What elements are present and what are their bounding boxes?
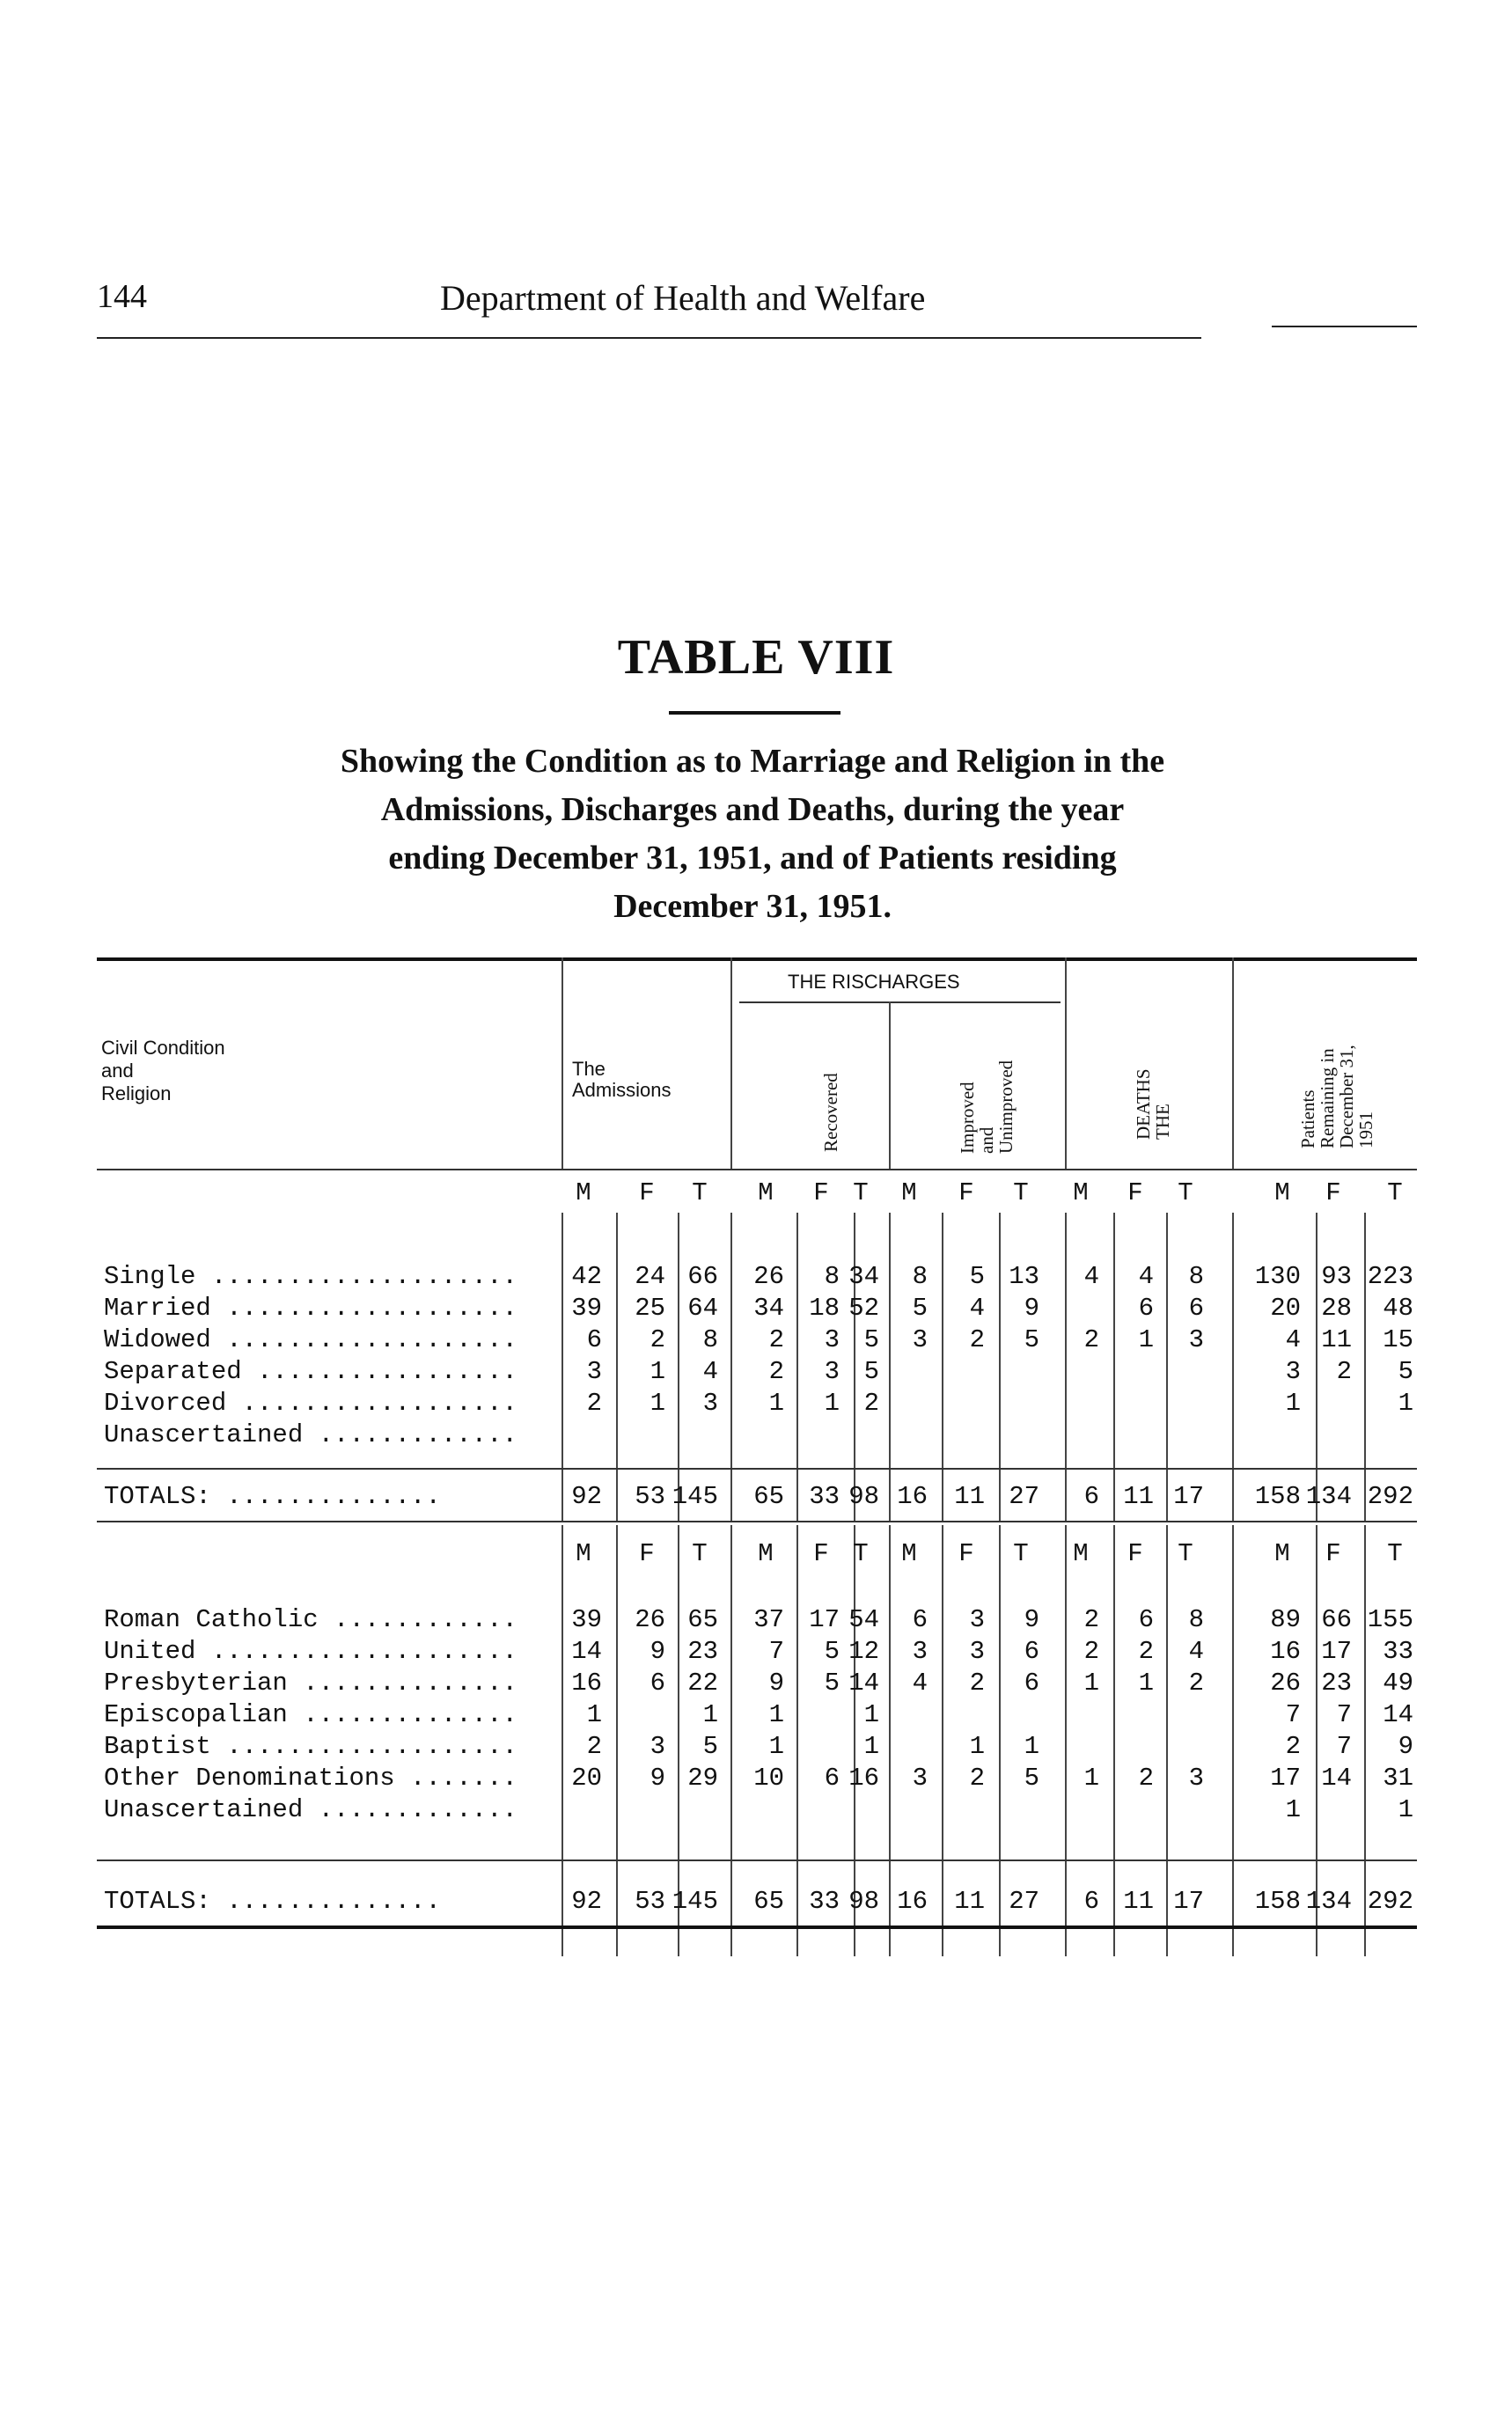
mft-label: M <box>576 1539 591 1568</box>
table-cell: 1 <box>1024 1732 1039 1761</box>
table-cell: 1 <box>586 1700 602 1729</box>
table-cell: 14 <box>1321 1764 1352 1793</box>
table-cell: 92 <box>571 1482 602 1511</box>
table-cell: 2 <box>969 1669 985 1698</box>
table-cell: 3 <box>824 1357 840 1386</box>
table-cell: 53 <box>635 1887 665 1916</box>
table-row <box>97 1668 1417 1699</box>
table-cell: 1 <box>1083 1669 1099 1698</box>
table-cell: 158 <box>1254 1482 1301 1511</box>
table-cell: 8 <box>1188 1605 1204 1634</box>
table-cell: 11 <box>1123 1887 1154 1916</box>
mft-label: T <box>1013 1178 1029 1207</box>
table-cell: 3 <box>586 1357 602 1386</box>
table-cell: 2 <box>969 1325 985 1354</box>
page-header <box>97 277 1417 330</box>
discharges-heading: THE RISCHARGES <box>788 971 960 993</box>
table-cell: 65 <box>753 1482 784 1511</box>
mft-label: F <box>958 1539 974 1568</box>
table-cell: 17 <box>809 1605 840 1634</box>
improved-heading: Improved and Unimproved <box>957 1060 1017 1154</box>
table-title: TABLE VIII <box>617 630 895 685</box>
mft-label: T <box>1013 1539 1029 1568</box>
table-cell: 24 <box>635 1262 665 1291</box>
row-label: Roman Catholic ............ <box>104 1605 517 1634</box>
mft-header-row <box>97 1538 1417 1570</box>
table-cell: 6 <box>650 1669 665 1698</box>
table-cell: 54 <box>848 1605 879 1634</box>
table-cell: 1 <box>1285 1795 1301 1824</box>
row-label: Married ................... <box>104 1294 517 1323</box>
table-row <box>97 1481 1417 1513</box>
table-cell: 15 <box>1383 1325 1413 1354</box>
table-row <box>97 1293 1417 1324</box>
mft-label: T <box>692 1539 708 1568</box>
mft-label: F <box>958 1178 974 1207</box>
totals-top-rule <box>97 1860 1417 1861</box>
table-cell: 10 <box>753 1764 784 1793</box>
table-cell: 52 <box>848 1294 879 1323</box>
table-cell: 53 <box>635 1482 665 1511</box>
table-cell: 1 <box>1398 1389 1413 1418</box>
mft-label: F <box>1127 1178 1143 1207</box>
table-cell: 7 <box>1336 1700 1352 1729</box>
row-label: Unascertained ............. <box>104 1420 517 1449</box>
table-cell: 17 <box>1173 1887 1204 1916</box>
header-rule-right <box>1272 326 1417 327</box>
table-cell: 2 <box>1138 1637 1154 1666</box>
table-cell: 3 <box>1188 1325 1204 1354</box>
table-cell: 11 <box>1123 1482 1154 1511</box>
page-number: 144 <box>97 278 147 315</box>
table-cell: 1 <box>1398 1795 1413 1824</box>
table-cell: 48 <box>1383 1294 1413 1323</box>
table-cell: 26 <box>753 1262 784 1291</box>
mft-label: F <box>1325 1539 1341 1568</box>
table-cell: 2 <box>863 1389 879 1418</box>
table-cell: 1 <box>768 1732 784 1761</box>
table-cell: 2 <box>1188 1669 1204 1698</box>
table-top-rule <box>97 957 1417 961</box>
table-cell: 8 <box>912 1262 928 1291</box>
table-cell: 66 <box>1321 1605 1352 1634</box>
table-cell: 3 <box>912 1637 928 1666</box>
table-cell: 2 <box>586 1389 602 1418</box>
table-cell: 5 <box>912 1294 928 1323</box>
table-cell: 26 <box>1270 1669 1301 1698</box>
deaths-heading: DEATHS THE <box>1133 1068 1173 1140</box>
table-cell: 1 <box>702 1700 718 1729</box>
table-cell: 1 <box>1285 1389 1301 1418</box>
row-label: Unascertained ............. <box>104 1795 517 1824</box>
table-cell: 3 <box>969 1605 985 1634</box>
table-row <box>97 1604 1417 1636</box>
table-cell: 98 <box>848 1887 879 1916</box>
table-row <box>97 1388 1417 1419</box>
table-cell: 2 <box>1285 1732 1301 1761</box>
row-label: Separated ................. <box>104 1357 517 1386</box>
row-label: Divorced .................. <box>104 1389 517 1418</box>
row-label: Episcopalian .............. <box>104 1700 517 1729</box>
table-cell: 6 <box>1024 1637 1039 1666</box>
table-cell: 1 <box>768 1389 784 1418</box>
table-cell: 39 <box>571 1294 602 1323</box>
table-cell: 3 <box>912 1325 928 1354</box>
mft-label: M <box>1073 1539 1089 1568</box>
row-label: TOTALS: .............. <box>104 1887 441 1916</box>
table-cell: 66 <box>687 1262 718 1291</box>
mft-label: T <box>853 1539 869 1568</box>
table-row <box>97 1794 1417 1826</box>
table-cell: 23 <box>687 1637 718 1666</box>
table-cell: 17 <box>1270 1764 1301 1793</box>
mft-label: M <box>758 1539 774 1568</box>
table-cell: 5 <box>824 1669 840 1698</box>
table-row <box>97 1699 1417 1731</box>
table-cell: 134 <box>1305 1887 1352 1916</box>
table-cell: 145 <box>672 1482 718 1511</box>
table-cell: 98 <box>848 1482 879 1511</box>
table-cell: 2 <box>1138 1764 1154 1793</box>
table-cell: 3 <box>1285 1357 1301 1386</box>
table-row <box>97 1324 1417 1356</box>
table-cell: 17 <box>1321 1637 1352 1666</box>
table-cell: 65 <box>687 1605 718 1634</box>
table-cell: 42 <box>571 1262 602 1291</box>
table-cell: 20 <box>1270 1294 1301 1323</box>
table-row <box>97 1261 1417 1293</box>
table-cell: 5 <box>1024 1325 1039 1354</box>
mft-label: F <box>1127 1539 1143 1568</box>
row-label: Other Denominations ....... <box>104 1764 517 1793</box>
mft-header-row <box>97 1177 1417 1209</box>
table-cell: 3 <box>650 1732 665 1761</box>
mft-label: M <box>1073 1178 1089 1207</box>
table-cell: 9 <box>768 1669 784 1698</box>
table-cell: 1 <box>1138 1669 1154 1698</box>
table-cell: 33 <box>809 1482 840 1511</box>
subtitle-line: Showing the Condition as to Marriage and Religion in the <box>340 743 1165 780</box>
table-cell: 11 <box>1321 1325 1352 1354</box>
table-cell: 11 <box>954 1482 985 1511</box>
table-cell: 4 <box>1138 1262 1154 1291</box>
mft-label: T <box>1387 1539 1403 1568</box>
table-row <box>97 1731 1417 1763</box>
table-cell: 14 <box>571 1637 602 1666</box>
table-cell: 11 <box>954 1887 985 1916</box>
header-rule <box>97 337 1201 339</box>
table-cell: 155 <box>1367 1605 1413 1634</box>
data-table <box>97 953 1417 1939</box>
table-cell: 3 <box>912 1764 928 1793</box>
totals-top-rule <box>97 1468 1417 1470</box>
table-cell: 31 <box>1383 1764 1413 1793</box>
table-cell: 1 <box>650 1357 665 1386</box>
table-cell: 6 <box>1138 1294 1154 1323</box>
table-cell: 8 <box>1188 1262 1204 1291</box>
table-cell: 4 <box>969 1294 985 1323</box>
table-cell: 1 <box>969 1732 985 1761</box>
table-cell: 23 <box>1321 1669 1352 1698</box>
table-cell: 65 <box>753 1887 784 1916</box>
table-cell: 6 <box>1083 1482 1099 1511</box>
table-cell: 6 <box>1024 1669 1039 1698</box>
table-cell: 292 <box>1367 1482 1413 1511</box>
table-cell: 5 <box>824 1637 840 1666</box>
table-cell: 6 <box>1138 1605 1154 1634</box>
mft-label: T <box>1178 1539 1193 1568</box>
table-cell: 12 <box>848 1637 879 1666</box>
table-row <box>97 1886 1417 1918</box>
table-cell: 22 <box>687 1669 718 1698</box>
table-cell: 28 <box>1321 1294 1352 1323</box>
table-cell: 158 <box>1254 1887 1301 1916</box>
remaining-heading: Patients Remaining in December 31, 1951 <box>1297 1045 1376 1148</box>
table-row <box>97 1763 1417 1794</box>
table-cell: 3 <box>824 1325 840 1354</box>
table-subtitle <box>194 737 1311 931</box>
table-cell: 14 <box>1383 1700 1413 1729</box>
table-cell: 14 <box>848 1669 879 1698</box>
table-cell: 4 <box>1188 1637 1204 1666</box>
mft-label: F <box>639 1539 655 1568</box>
table-cell: 1 <box>824 1389 840 1418</box>
table-cell: 33 <box>1383 1637 1413 1666</box>
mft-label: F <box>639 1178 655 1207</box>
table-cell: 7 <box>1336 1732 1352 1761</box>
table-cell: 1 <box>863 1732 879 1761</box>
running-head: Department of Health and Welfare <box>440 278 926 318</box>
table-cell: 2 <box>768 1357 784 1386</box>
table-cell: 4 <box>912 1669 928 1698</box>
table-cell: 1 <box>863 1700 879 1729</box>
row-label: Presbyterian .............. <box>104 1669 517 1698</box>
table-cell: 2 <box>969 1764 985 1793</box>
table-row <box>97 1636 1417 1668</box>
row-label: Widowed ................... <box>104 1325 517 1354</box>
recovered-heading: Recovered <box>820 1073 841 1152</box>
table-row <box>97 1356 1417 1388</box>
section-divider-rule <box>97 1521 1417 1522</box>
mft-label: M <box>1274 1539 1290 1568</box>
table-cell: 4 <box>1285 1325 1301 1354</box>
table-cell: 130 <box>1254 1262 1301 1291</box>
mft-label: T <box>853 1178 869 1207</box>
table-bottom-rule <box>97 1926 1417 1929</box>
title-rule <box>669 711 840 715</box>
table-row <box>97 1419 1417 1451</box>
table-cell: 89 <box>1270 1605 1301 1634</box>
table-cell: 6 <box>824 1764 840 1793</box>
row-label: Single .................... <box>104 1262 517 1291</box>
table-cell: 16 <box>897 1482 928 1511</box>
table-cell: 92 <box>571 1887 602 1916</box>
table-cell: 2 <box>586 1732 602 1761</box>
table-cell: 9 <box>650 1637 665 1666</box>
table-cell: 93 <box>1321 1262 1352 1291</box>
table-cell: 2 <box>1083 1637 1099 1666</box>
table-cell: 6 <box>586 1325 602 1354</box>
table-cell: 2 <box>1336 1357 1352 1386</box>
table-cell: 145 <box>672 1887 718 1916</box>
table-cell: 6 <box>912 1605 928 1634</box>
mft-label: M <box>901 1178 917 1207</box>
table-cell: 9 <box>1024 1294 1039 1323</box>
table-cell: 34 <box>753 1294 784 1323</box>
table-cell: 3 <box>1188 1764 1204 1793</box>
table-cell: 20 <box>571 1764 602 1793</box>
table-cell: 3 <box>969 1637 985 1666</box>
table-cell: 49 <box>1383 1669 1413 1698</box>
table-cell: 16 <box>897 1887 928 1916</box>
table-cell: 27 <box>1009 1482 1039 1511</box>
table-cell: 1 <box>1138 1325 1154 1354</box>
table-cell: 1 <box>1083 1764 1099 1793</box>
table-cell: 5 <box>702 1732 718 1761</box>
admissions-heading: The Admissions <box>572 1058 672 1101</box>
table-cell: 2 <box>1083 1605 1099 1634</box>
table-cell: 3 <box>702 1389 718 1418</box>
table-cell: 27 <box>1009 1887 1039 1916</box>
mft-label: M <box>576 1178 591 1207</box>
table-cell: 2 <box>650 1325 665 1354</box>
table-cell: 16 <box>848 1764 879 1793</box>
table-cell: 134 <box>1305 1482 1352 1511</box>
table-cell: 1 <box>768 1700 784 1729</box>
table-cell: 6 <box>1083 1887 1099 1916</box>
table-cell: 292 <box>1367 1887 1413 1916</box>
mft-label: M <box>758 1178 774 1207</box>
table-cell: 13 <box>1009 1262 1039 1291</box>
subtitle-line: ending December 31, 1951, and of Patients residing <box>388 840 1117 877</box>
header-bottom-rule <box>97 1169 1417 1170</box>
table-cell: 39 <box>571 1605 602 1634</box>
table-cell: 64 <box>687 1294 718 1323</box>
table-cell: 29 <box>687 1764 718 1793</box>
table-cell: 5 <box>1024 1764 1039 1793</box>
table-cell: 6 <box>1188 1294 1204 1323</box>
table-cell: 8 <box>702 1325 718 1354</box>
table-cell: 25 <box>635 1294 665 1323</box>
table-cell: 5 <box>863 1357 879 1386</box>
mft-label: F <box>1325 1178 1341 1207</box>
row-label: TOTALS: .............. <box>104 1482 441 1511</box>
stub-heading: Civil Condition and Religion <box>101 1037 225 1104</box>
table-cell: 18 <box>809 1294 840 1323</box>
table-cell: 37 <box>753 1605 784 1634</box>
table-cell: 7 <box>1285 1700 1301 1729</box>
subtitle-line: December 31, 1951. <box>613 888 892 925</box>
table-cell: 2 <box>1083 1325 1099 1354</box>
table-cell: 5 <box>863 1325 879 1354</box>
table-cell: 2 <box>768 1325 784 1354</box>
mft-label: F <box>813 1178 829 1207</box>
mft-label: T <box>1387 1178 1403 1207</box>
mft-label: F <box>813 1539 829 1568</box>
row-label: Baptist ................... <box>104 1732 517 1761</box>
table-cell: 9 <box>1024 1605 1039 1634</box>
table-cell: 7 <box>768 1637 784 1666</box>
table-cell: 4 <box>702 1357 718 1386</box>
subtitle-line: Admissions, Discharges and Deaths, during the year <box>380 791 1125 828</box>
table-cell: 33 <box>809 1887 840 1916</box>
mft-label: M <box>901 1539 917 1568</box>
table-cell: 9 <box>650 1764 665 1793</box>
table-cell: 9 <box>1398 1732 1413 1761</box>
table-cell: 8 <box>824 1262 840 1291</box>
table-cell: 1 <box>650 1389 665 1418</box>
table-cell: 26 <box>635 1605 665 1634</box>
table-cell: 4 <box>1083 1262 1099 1291</box>
mft-label: T <box>1178 1178 1193 1207</box>
table-cell: 34 <box>848 1262 879 1291</box>
row-label: United .................... <box>104 1637 517 1666</box>
table-cell: 16 <box>1270 1637 1301 1666</box>
table-cell: 5 <box>969 1262 985 1291</box>
table-cell: 223 <box>1367 1262 1413 1291</box>
table-cell: 17 <box>1173 1482 1204 1511</box>
mft-label: M <box>1274 1178 1290 1207</box>
discharges-rule <box>739 1001 1061 1003</box>
mft-label: T <box>692 1178 708 1207</box>
table-cell: 16 <box>571 1669 602 1698</box>
table-cell: 5 <box>1398 1357 1413 1386</box>
